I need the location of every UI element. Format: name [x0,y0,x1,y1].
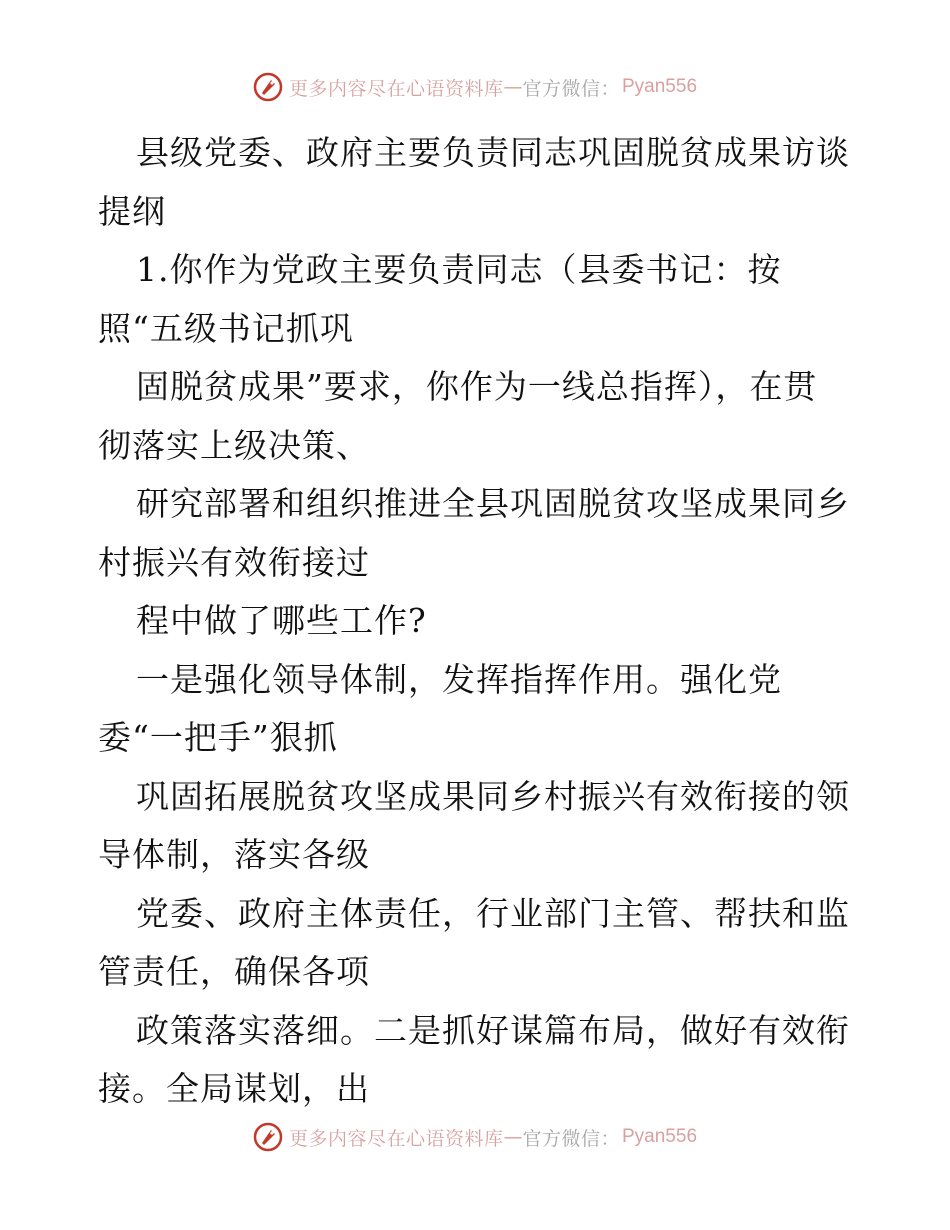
watermark-sub-text: 官方微信： [522,77,620,100]
doc-line: 1.你作为党政主要负责同志（县委书记：按 [136,250,782,289]
doc-line: 管责任，确保各项 [98,952,370,991]
footer-watermark [0,1122,950,1152]
doc-line: 彻落实上级决策、 [98,425,370,465]
watermark-wechat-id: Pyan556 [622,76,698,97]
doc-line: 一是强化领导体制，发挥指挥作用。强化党 [136,659,782,699]
doc-line: 巩固拓展脱贫攻坚成果同乡村振兴有效衔接的领 [136,776,850,816]
watermark-dash: — [503,76,523,98]
doc-line: 委“一把手”狠抓 [98,718,338,757]
doc-line: 村振兴有效衔接过 [98,542,370,582]
doc-line: 研究部署和组织推进全县巩固脱贫攻坚成果同乡 [136,484,850,523]
pen-nib-logo-icon [253,1122,283,1152]
doc-line: 政策落实落细。二是抓好谋篇布局，做好有效衔 [136,1010,850,1050]
header-watermark [0,72,950,102]
doc-line: 接。全局谋划，出 [98,1069,370,1108]
watermark-sub-text: 官方微信： [522,1127,620,1150]
doc-line: 县级党委、政府主要负责同志巩固脱贫成果访谈 [136,133,850,172]
watermark-main-text: 更多内容尽在心语资料库 [288,77,504,100]
doc-line: 照“五级书记抓巩 [98,308,354,348]
doc-line: 导体制，落实各级 [98,835,370,874]
doc-line: 提纲 [98,191,166,231]
doc-line: 固脱贫成果”要求，你作为一线总指挥），在贯 [136,367,818,406]
pen-nib-logo-icon [253,72,283,102]
watermark-dash: — [503,1126,523,1148]
doc-line: 程中做了哪些工作? [136,601,427,640]
document-body [98,124,858,1119]
watermark-main-text: 更多内容尽在心语资料库 [288,1127,504,1150]
doc-line: 党委、政府主体责任，行业部门主管、帮扶和监 [136,893,850,933]
watermark-wechat-id: Pyan556 [622,1126,698,1147]
